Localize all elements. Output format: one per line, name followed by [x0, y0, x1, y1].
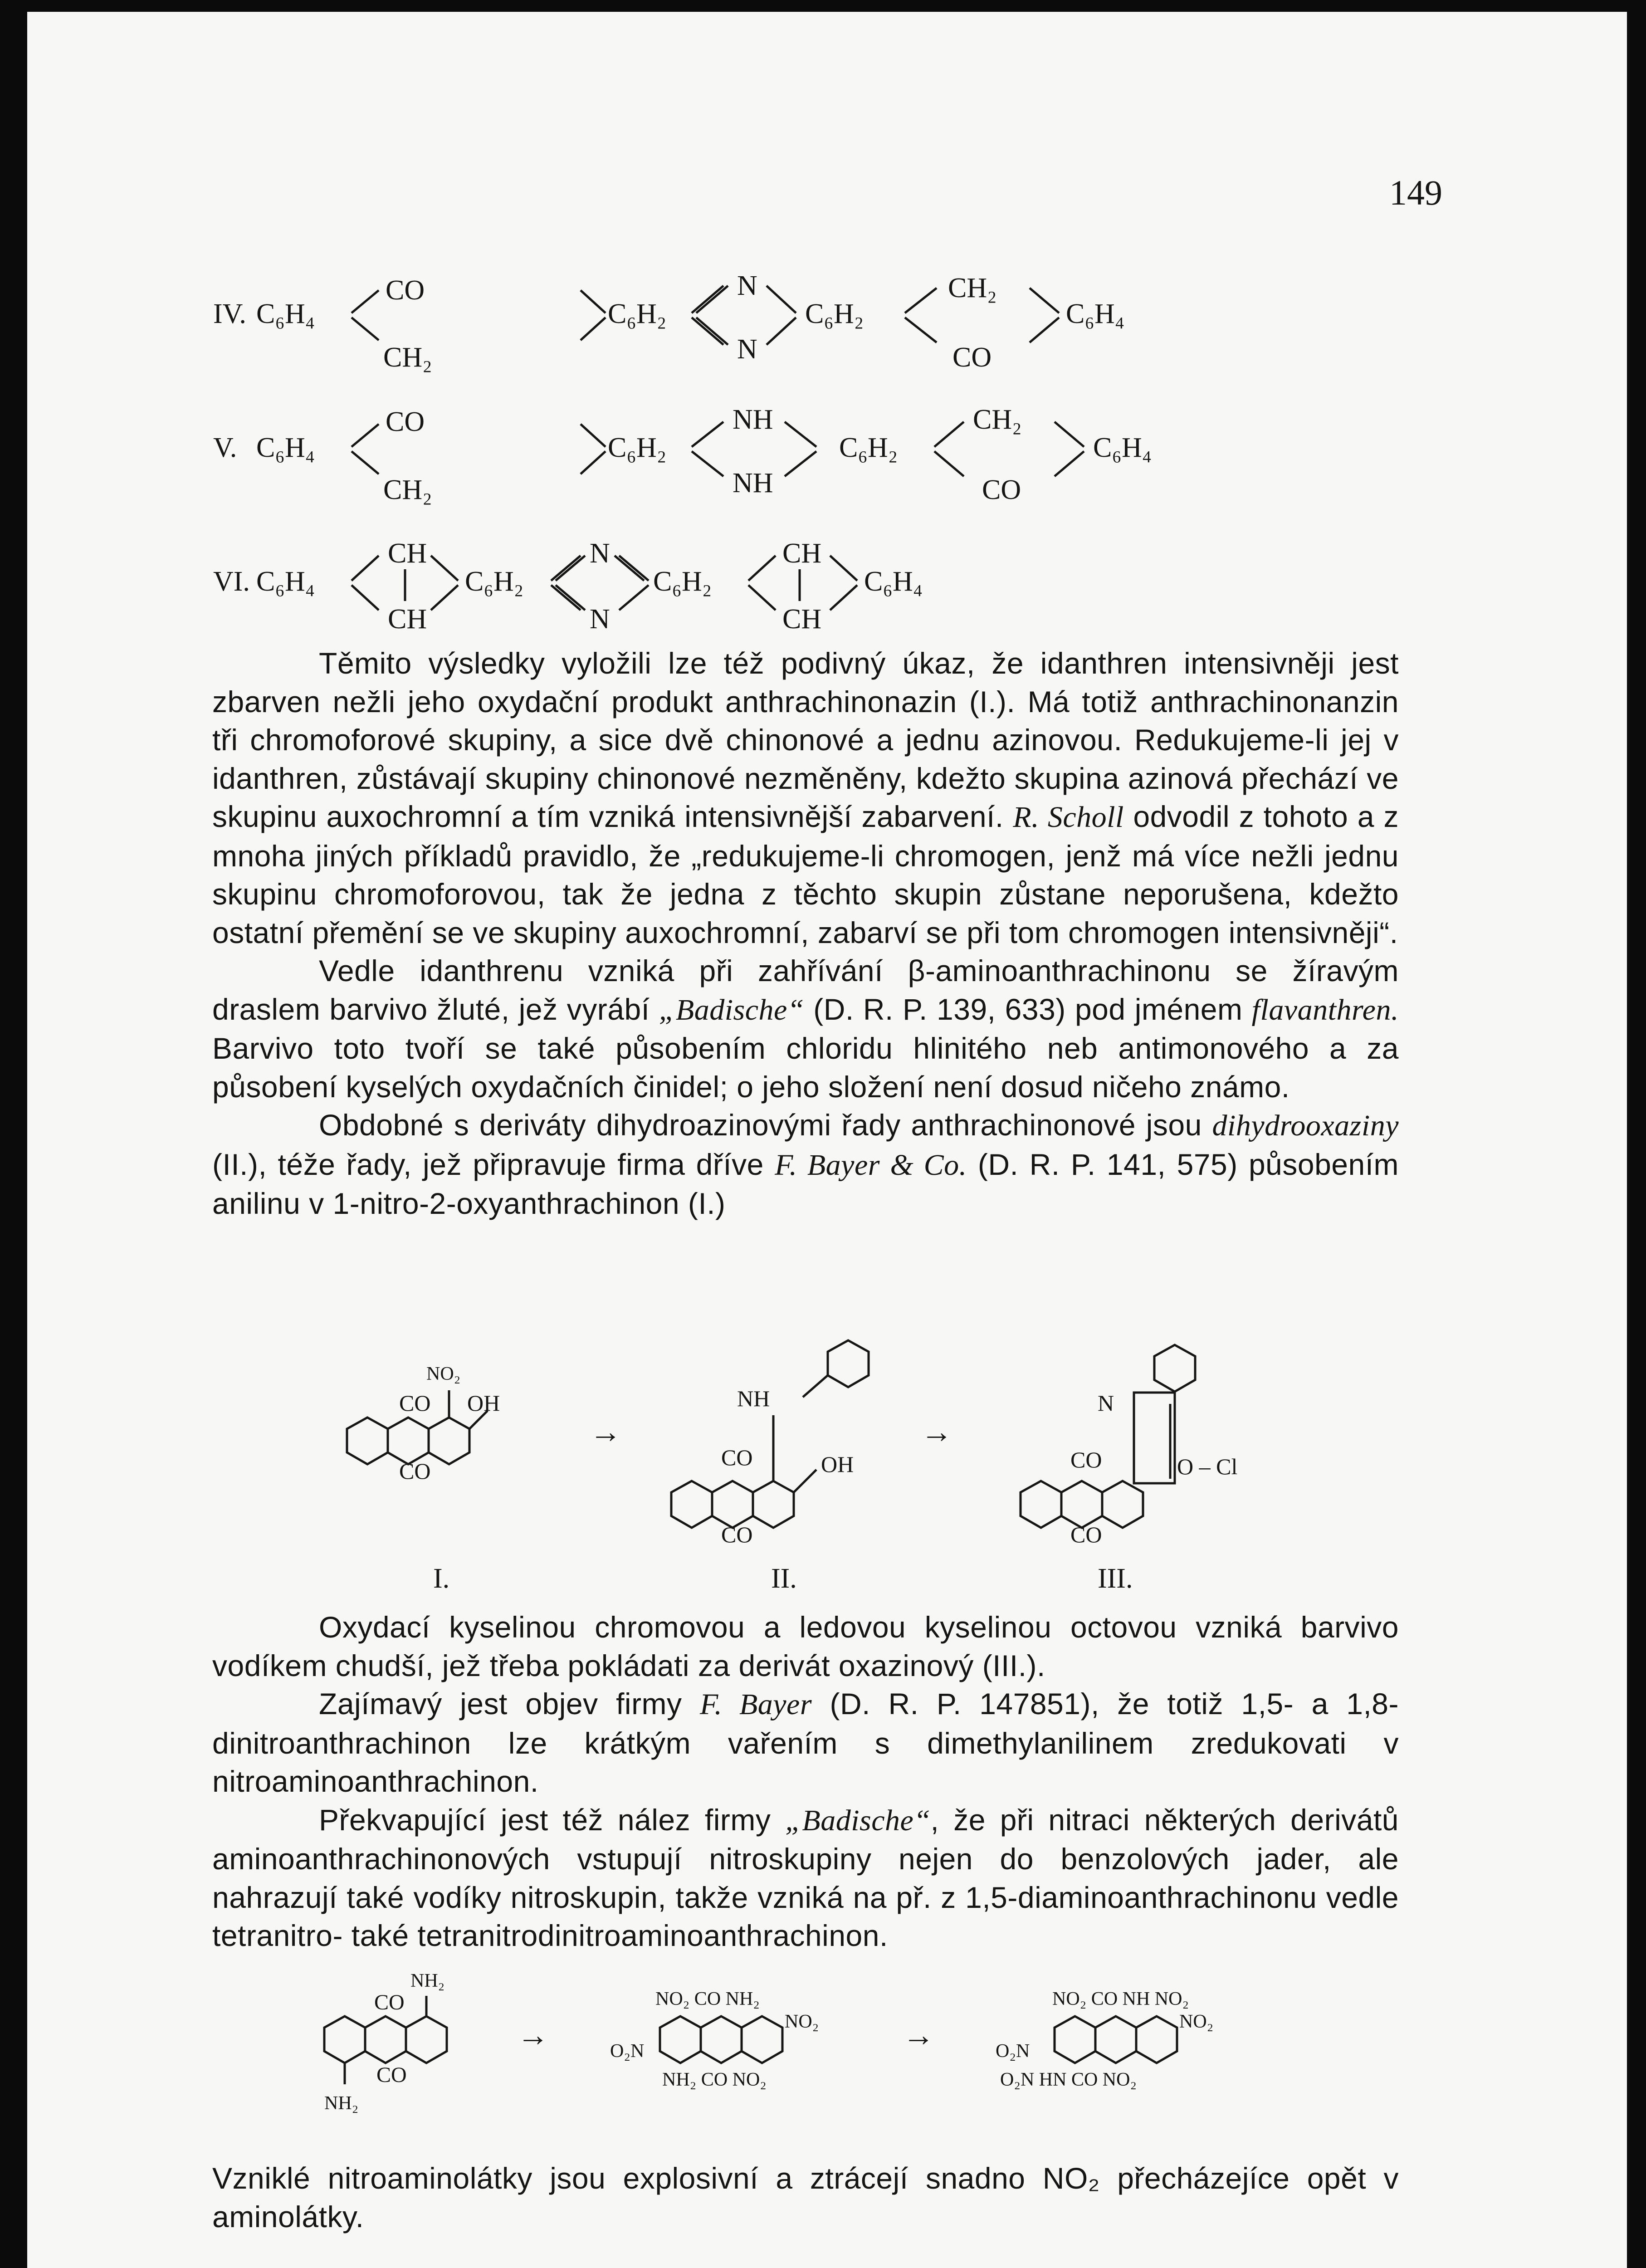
firm-name: „Badische“ — [659, 993, 805, 1026]
paragraph — [212, 1685, 1399, 1801]
paragraph-text: (II.), téže řady, jež připravuje firma dříve — [212, 1147, 764, 1181]
formula-label: V. — [213, 432, 237, 463]
formula-group: C₆H₄ — [256, 432, 315, 463]
substituent-label: CO — [721, 1522, 753, 1547]
reaction-arrow: → — [903, 2018, 934, 2053]
formula-group: CO — [386, 275, 425, 306]
substituent-label: NH — [737, 1386, 770, 1411]
reaction-arrow: → — [590, 1415, 621, 1450]
formula-group: CO — [952, 342, 992, 373]
formula-group: N — [590, 604, 610, 635]
substituent-label: O – Cl — [1177, 1454, 1238, 1479]
author-name: R. Scholl — [1013, 801, 1124, 834]
firm-name: F. Bayer & Co. — [775, 1148, 967, 1182]
paragraph-text: Obdobné s deriváty dihydroazinovými řady anthrachinonové jsou — [319, 1108, 1202, 1142]
reaction-arrow: → — [517, 2018, 549, 2053]
compound-name: dihydrooxaziny — [1212, 1109, 1399, 1142]
substituent-label: O₂N HN CO NO₂ — [1000, 2069, 1137, 2090]
substituent-label: NO₂ CO NH₂ — [655, 1989, 760, 2009]
paragraph — [212, 1106, 1399, 1223]
formula-block — [0, 0, 1646, 644]
formula-group: C₆H₄ — [256, 566, 315, 597]
firm-name: „Badische“ — [785, 1804, 931, 1837]
reaction-scheme-1 — [0, 1329, 1646, 1610]
formula-label: IV. — [213, 298, 246, 329]
paragraph-text: odvodil z tohoto a z mnoha jiných příkladů pravidlo, že „redukujeme-li chromogen, jenž má více nežli jednu skupinu chromoforovou, tak že jedna z těchto skupin zůstane neporušena, kdežto ostatní přemění se ve skupiny auxochromní, zabarví se při tom chromogen intensivněji“. — [212, 800, 1399, 949]
paragraph-text: (D. R. P. 147851), že totiž 1,5- a 1,8-dinitroanthrachinon lze krátkým vařením s dimethylanilinem zredukovati v nitroaminoanthrachinon. — [212, 1687, 1399, 1798]
substituent-label: O₂N — [610, 2041, 645, 2062]
structure-i — [347, 1364, 500, 1484]
substituent-label: CO — [721, 1445, 753, 1470]
structure-label: I. — [433, 1563, 450, 1594]
formula-row-vi — [213, 538, 923, 635]
substituent-label: NO₂ — [785, 2011, 819, 2032]
structure-diamino — [324, 1970, 447, 2114]
paragraph-text: Překvapující jest též nález firmy — [319, 1803, 771, 1837]
substituent-label: CO — [1070, 1447, 1102, 1472]
formula-group: CH₂ — [383, 342, 432, 373]
formula-group: N — [737, 334, 757, 365]
formula-group: CH₂ — [383, 474, 432, 505]
formula-group: C₆H₄ — [1066, 298, 1125, 329]
paragraph-text: (D. R. P. 141, 575) působením anilinu v 1-nitro-2-oxyanthrachinon (I.) — [212, 1147, 1399, 1220]
paragraph-text: (D. R. P. 139, 633) pod jménem — [813, 992, 1243, 1026]
paragraph-text: Těmito výsledky vyložili lze též podivný úkaz, že idanthren intensivněji jest zbarven nežli jeho oxydační produkt anthrachinonazin (I.). Má totiž anthrachinonanzin tři chromoforové skupiny, a sice dvě chinonové a jednu azinovou. Redukujeme-li jej v idanthren, zůstávají skupiny chinonové nezměněny, kdežto skupina azinová přechází ve skupinu auxochromní a tím vzniká intensivnější zabarvení. — [212, 646, 1399, 833]
formula-group: CH — [782, 604, 822, 635]
substituent-label: N — [1098, 1390, 1114, 1416]
substituent-label: CO — [1070, 1522, 1102, 1547]
formula-group: N — [737, 270, 757, 301]
paragraph — [212, 952, 1399, 1106]
formula-group: NH — [733, 468, 773, 499]
formula-group: C₆H₂ — [805, 298, 864, 329]
reaction-scheme-2 — [0, 1960, 1646, 2155]
formula-group: CO — [386, 406, 425, 437]
substituent-label: NH₂ — [410, 1970, 445, 1991]
structure-tetranitrodinitro — [996, 1989, 1213, 2090]
firm-name: F. Bayer — [700, 1688, 812, 1721]
substituent-label: NO₂ CO NH NO₂ — [1052, 1989, 1189, 2009]
formula-group: C₆H₂ — [465, 566, 524, 597]
text-block-3 — [212, 2159, 1399, 2236]
paragraph: Oxydací kyselinou chromovou a ledovou kyselinou octovou vzniká barvivo vodíkem chudší, jež třeba pokládati za derivát oxazinový (III.). — [212, 1610, 1399, 1682]
substituent-label: CO — [376, 2063, 407, 2087]
formula-group: C₆H₂ — [608, 432, 667, 463]
structure-tetranitro — [610, 1989, 819, 2090]
paragraph — [212, 644, 1399, 952]
formula-group: C₆H₂ — [839, 432, 898, 463]
substituent-label: OH — [821, 1452, 854, 1477]
substituent-label: CO — [399, 1458, 431, 1484]
formula-group: C₆H₄ — [1093, 432, 1152, 463]
page-number: 149 — [1389, 173, 1442, 212]
formula-row-iv — [213, 270, 1124, 373]
formula-group: C₆H₂ — [653, 566, 712, 597]
formula-group: NH — [733, 404, 773, 435]
dye-name: flavanthren. — [1251, 993, 1399, 1026]
text-block-1 — [212, 644, 1399, 1223]
substituent-label: CO — [399, 1390, 431, 1416]
formula-group: CH — [388, 604, 427, 635]
structure-label: III. — [1098, 1563, 1133, 1594]
paragraph-text: Barvivo toto tvoří se také působením chloridu hlinitého neb antimonového a za působení kyselých oxydačních činidel; o jeho složení není dosud ničeho známo. — [212, 1031, 1399, 1104]
substituent-label: CO — [374, 1990, 405, 2014]
text-block-2 — [212, 1608, 1399, 1955]
formula-group: CO — [982, 474, 1021, 505]
paragraph: Vzniklé nitroaminolátky jsou explosivní a ztrácejí snadno NO₂ přecházejíce opět v aminolátky. — [212, 2161, 1399, 2234]
substituent-label: NO₂ — [1179, 2011, 1214, 2032]
formula-group: CH — [388, 538, 427, 569]
substituent-label: NO₂ — [426, 1364, 461, 1384]
paragraph-text: Zajímavý jest objev firmy — [319, 1687, 682, 1721]
formula-group: C₆H₄ — [256, 298, 315, 329]
formula-row-v — [213, 404, 1152, 505]
formula-label: VI. — [213, 566, 250, 597]
paragraph-text: Vedle idanthrenu vzniká při zahřívání β-aminoanthrachinonu se žíravým draslem barvivo žluté, jež vyrábí — [212, 954, 1399, 1026]
substituent-label: NH₂ — [324, 2093, 359, 2114]
structure-iii — [1021, 1345, 1237, 1547]
formula-group: CH₂ — [948, 273, 997, 303]
formula-group: CH₂ — [973, 404, 1022, 435]
structure-label: II. — [771, 1563, 797, 1594]
paragraph-text: , že při nitraci některých derivátů aminoanthrachinonových vstupují nitroskupiny nejen do benzolových jader, ale nahrazují také vodíky nitroskupin, takže vzniká na př. z 1,5-diaminoanthrachinonu vedle tetranitro- také tetranitrodinitroaminoanthrachinon. — [212, 1803, 1399, 1952]
reaction-arrow: → — [921, 1415, 952, 1450]
substituent-label: OH — [467, 1390, 500, 1416]
formula-group: N — [590, 538, 610, 569]
paragraph — [212, 1801, 1399, 1955]
substituent-label: NH₂ CO NO₂ — [662, 2069, 767, 2090]
formula-group: CH — [782, 538, 822, 569]
formula-group: C₆H₄ — [864, 566, 923, 597]
formula-group: C₆H₂ — [608, 298, 667, 329]
structure-ii — [671, 1340, 869, 1547]
substituent-label: O₂N — [996, 2041, 1030, 2062]
